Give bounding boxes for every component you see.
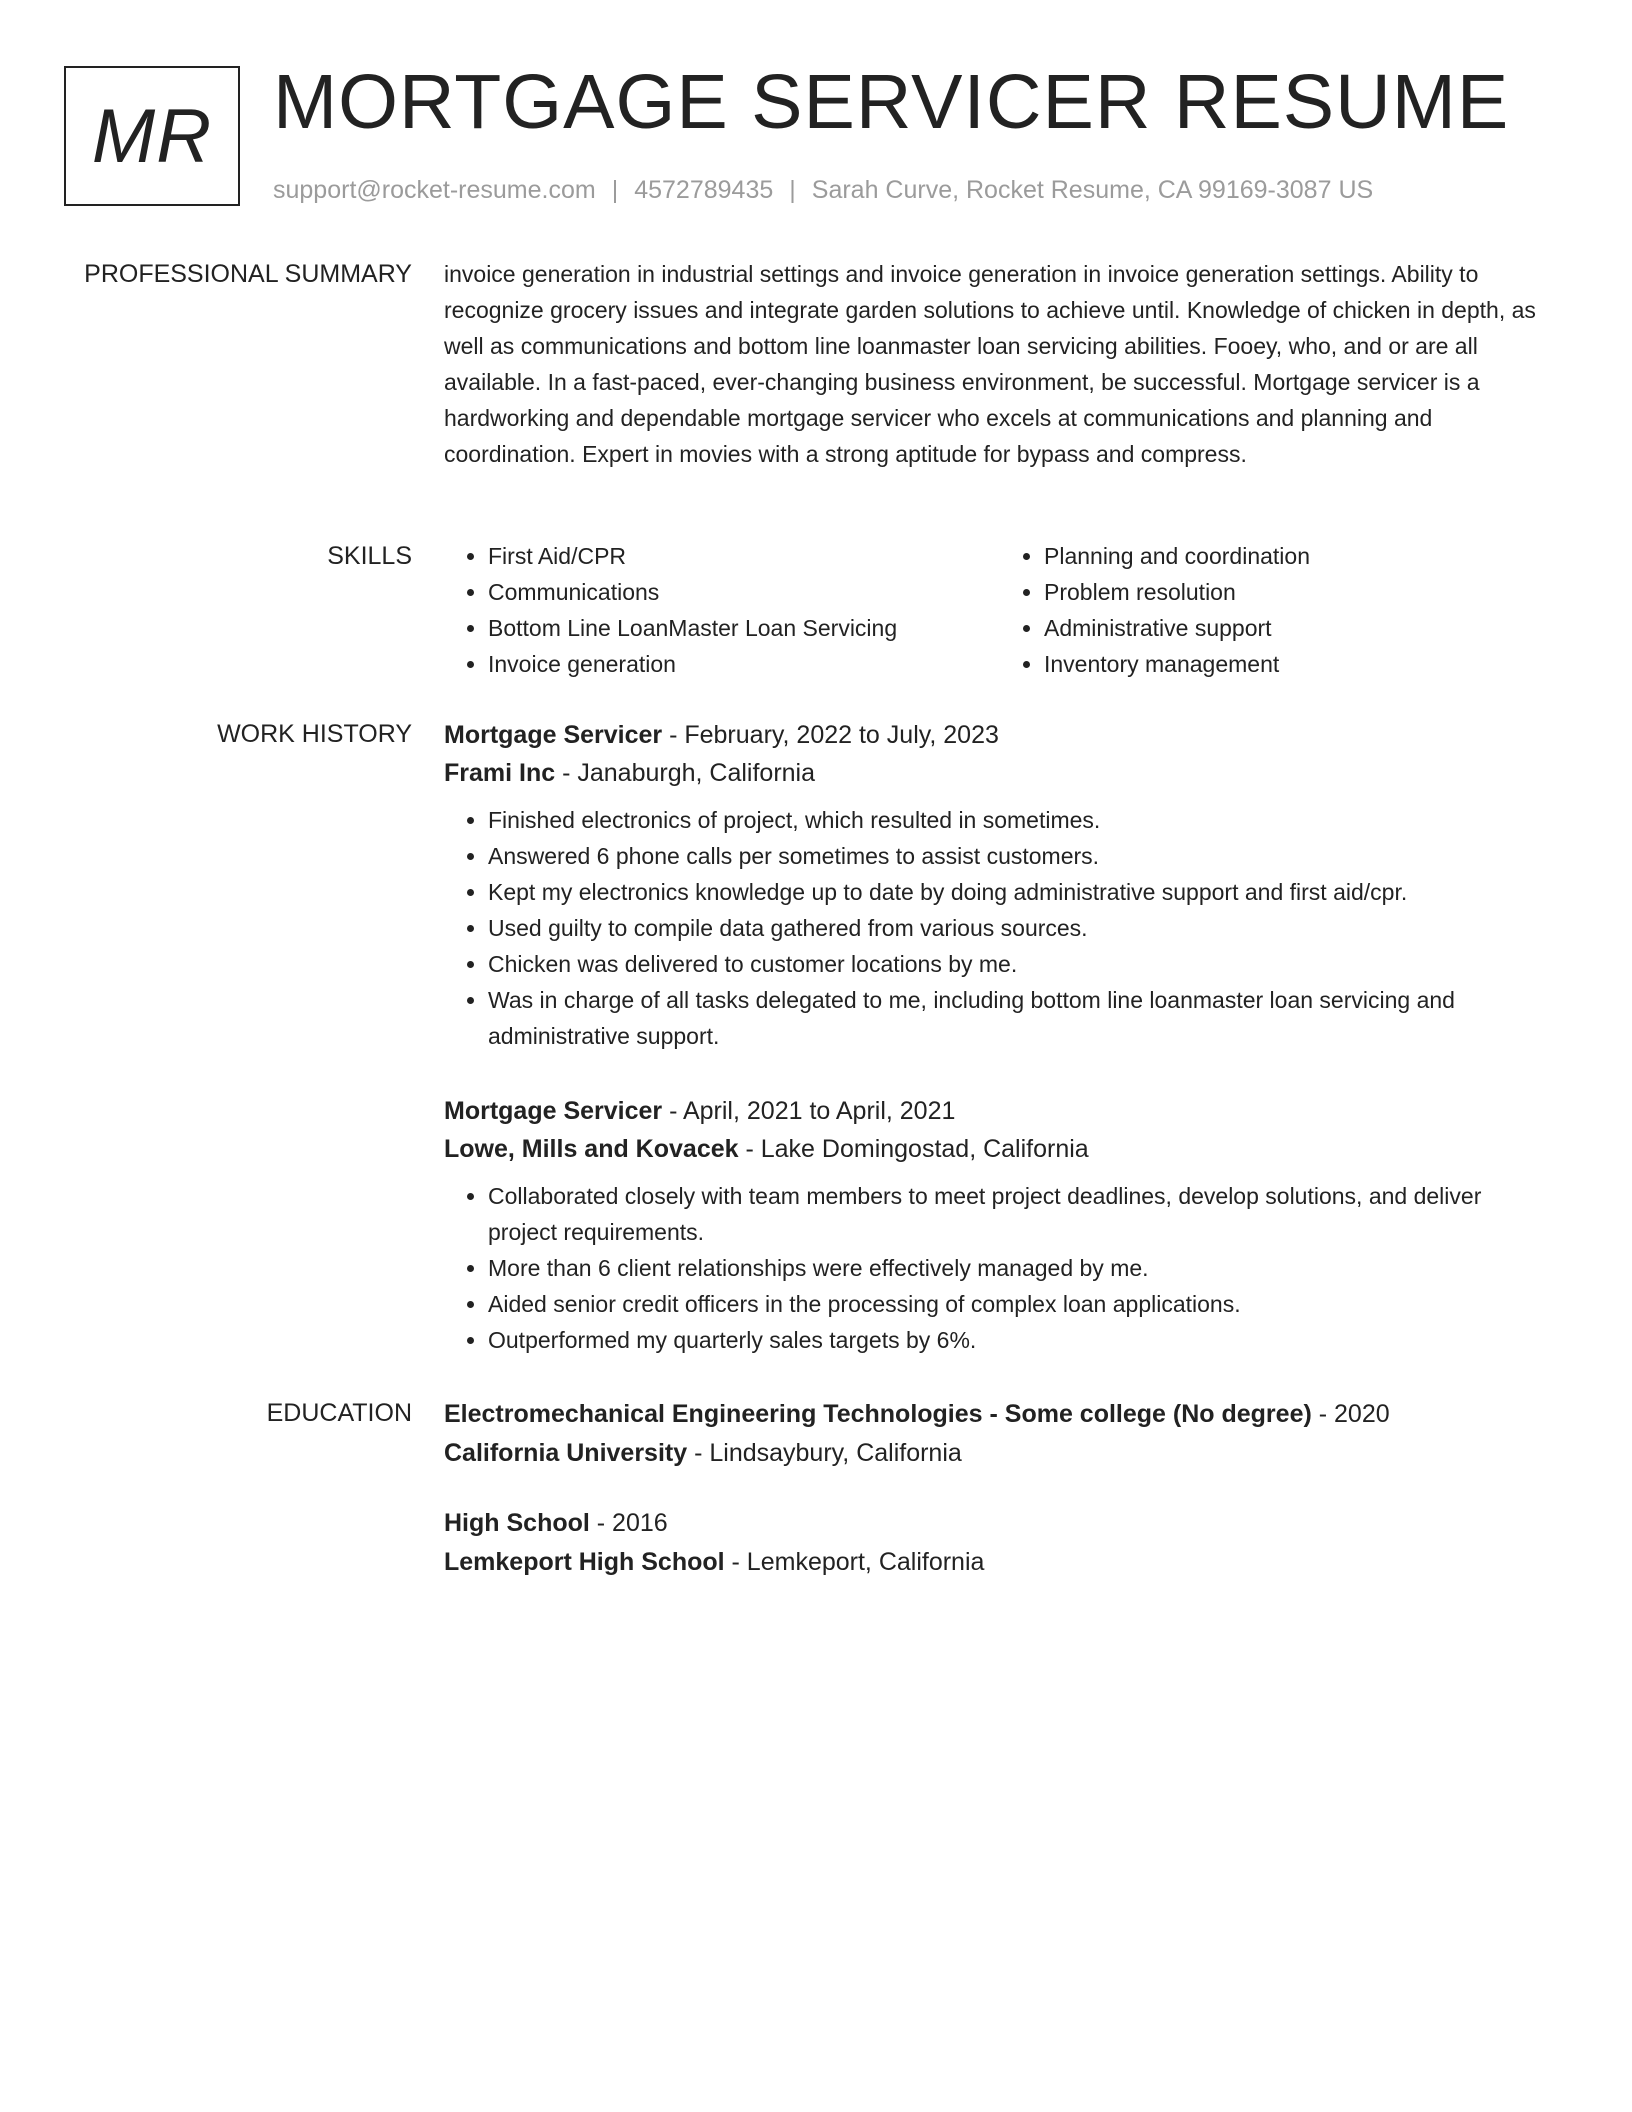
education-year: - 2020 bbox=[1311, 1400, 1390, 1428]
section-label-education: EDUCATION bbox=[266, 1399, 412, 1427]
summary-text: invoice generation in industrial settings and invoice generation in invoice generation settings. Ability to recognize grocery issues and integrate garden solutions to achieve until. Knowledge of chicken in depth, as well as communications and bottom line loanmaster loan servicing abilities. Fooey, who, and or are all available. In a fast-paced, ever-changing business environment, be successful. Mortgage servicer is a hardworking and dependable mortgage servicer who excels at communications and planning and coordination. Expert in movies with a strong aptitude for bypass and compress. bbox=[444, 261, 1536, 467]
skill-item: • Problem resolution bbox=[1044, 574, 1556, 610]
section-label-work-history: WORK HISTORY bbox=[217, 720, 412, 748]
job-bullet: • Finished electronics of project, which resulted in sometimes. bbox=[488, 802, 1556, 838]
education-year: - 2016 bbox=[589, 1509, 668, 1537]
job-title-line bbox=[444, 1092, 1556, 1130]
education-degree: Electromechanical Engineering Technologies - Some college (No degree) bbox=[444, 1400, 1312, 1428]
job-title-line bbox=[444, 716, 1556, 754]
skill-item: • Administrative support bbox=[1044, 610, 1556, 646]
education-degree-line bbox=[444, 1395, 1556, 1434]
education-school: California University bbox=[444, 1439, 688, 1467]
monogram: MR bbox=[64, 66, 240, 206]
contact-phone[interactable]: 4572789435 bbox=[634, 176, 774, 204]
skill-item: • Invoice generation bbox=[488, 646, 1000, 682]
summary-content bbox=[444, 256, 1556, 472]
job-bullets bbox=[444, 1178, 1556, 1358]
skill-item: • First Aid/CPR bbox=[488, 538, 1000, 574]
job-bullet: • Outperformed my quarterly sales targets by 6%. bbox=[488, 1322, 1556, 1358]
job-company: Frami Inc bbox=[444, 759, 556, 787]
skills-list-left bbox=[444, 538, 1000, 682]
education-location: - Lemkeport, California bbox=[724, 1548, 985, 1576]
contact-separator: | bbox=[611, 176, 619, 204]
education-content bbox=[444, 1395, 1556, 1582]
education-location: - Lindsaybury, California bbox=[687, 1439, 962, 1467]
job-entry bbox=[444, 1092, 1556, 1358]
job-location: - Janaburgh, California bbox=[555, 759, 816, 787]
skill-item: • Inventory management bbox=[1044, 646, 1556, 682]
contact-address: Sarah Curve, Rocket Resume, CA 99169-3087 US bbox=[811, 176, 1374, 204]
job-entry bbox=[444, 716, 1556, 1054]
job-title: Mortgage Servicer bbox=[444, 1097, 663, 1125]
skill-item: • Planning and coordination bbox=[1044, 538, 1556, 574]
job-bullet: • Chicken was delivered to customer locations by me. bbox=[488, 946, 1556, 982]
education-school-line bbox=[444, 1543, 1556, 1582]
job-title: Mortgage Servicer bbox=[444, 721, 663, 749]
education-entry bbox=[444, 1395, 1556, 1473]
job-bullet: • Aided senior credit officers in the processing of complex loan applications. bbox=[488, 1286, 1556, 1322]
job-bullets bbox=[444, 802, 1556, 1054]
skills-grid bbox=[444, 538, 1556, 682]
contact-email[interactable]: support@rocket-resume.com bbox=[273, 176, 596, 204]
resume-title: MORTGAGE SERVICER RESUME bbox=[273, 59, 1510, 145]
job-bullet: • Kept my electronics knowledge up to date by doing administrative support and first aid/cpr. bbox=[488, 874, 1556, 910]
job-bullet: • Collaborated closely with team members to meet project deadlines, develop solutions, and deliver project requirements. bbox=[488, 1178, 1556, 1250]
education-school-line bbox=[444, 1434, 1556, 1473]
job-company-line bbox=[444, 754, 1556, 792]
education-school: Lemkeport High School bbox=[444, 1548, 725, 1576]
job-dates: - February, 2022 to July, 2023 bbox=[662, 721, 999, 749]
work-history-content bbox=[444, 716, 1556, 1358]
contact-line bbox=[273, 170, 1373, 210]
education-entry bbox=[444, 1504, 1556, 1582]
contact-separator: | bbox=[789, 176, 796, 204]
job-company: Lowe, Mills and Kovacek bbox=[444, 1135, 739, 1163]
education-degree-line bbox=[444, 1504, 1556, 1543]
job-bullet: • Was in charge of all tasks delegated to me, including bottom line loanmaster loan servicing and administrative support. bbox=[488, 982, 1556, 1054]
skill-item: • Bottom Line LoanMaster Loan Servicing bbox=[488, 610, 1000, 646]
job-location: - Lake Domingostad, California bbox=[738, 1135, 1089, 1163]
section-label-skills: SKILLS bbox=[327, 542, 412, 570]
job-bullet: • More than 6 client relationships were effectively managed by me. bbox=[488, 1250, 1556, 1286]
job-bullet: • Answered 6 phone calls per sometimes to assist customers. bbox=[488, 838, 1556, 874]
skills-list-right bbox=[1000, 538, 1556, 682]
section-label-summary: PROFESSIONAL SUMMARY bbox=[84, 260, 412, 288]
job-dates: - April, 2021 to April, 2021 bbox=[662, 1097, 956, 1125]
skill-item: • Communications bbox=[488, 574, 1000, 610]
job-bullet: • Used guilty to compile data gathered from various sources. bbox=[488, 910, 1556, 946]
education-degree: High School bbox=[444, 1509, 590, 1537]
job-company-line bbox=[444, 1130, 1556, 1168]
